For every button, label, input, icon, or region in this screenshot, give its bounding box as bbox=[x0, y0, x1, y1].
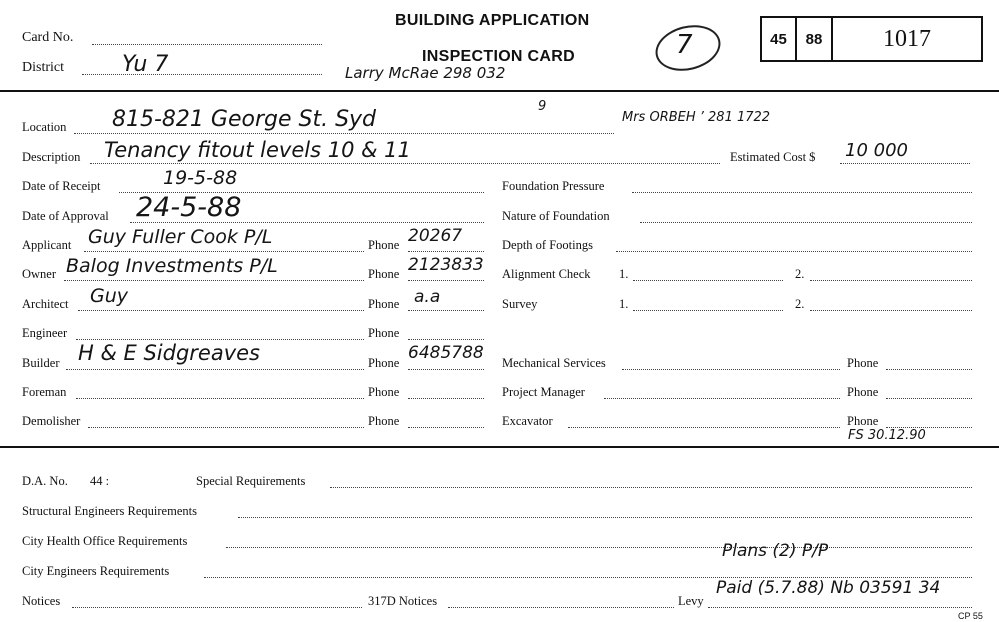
location-extra: 9 bbox=[538, 99, 547, 114]
mechanical-services-line bbox=[622, 369, 840, 370]
nature-foundation-line bbox=[640, 222, 972, 223]
demolisher-line bbox=[88, 427, 364, 428]
foundation-pressure-line bbox=[632, 192, 972, 193]
estimated-cost-value: 10 000 bbox=[845, 140, 908, 161]
date-receipt-label: Date of Receipt bbox=[22, 179, 101, 193]
alignment-check-line2 bbox=[810, 280, 972, 281]
builder-value: H & E Sidgreaves bbox=[78, 341, 260, 365]
applicant-phone-value: 20267 bbox=[408, 226, 463, 246]
middle-rule bbox=[0, 446, 999, 448]
survey-line2 bbox=[810, 310, 972, 311]
structural-line bbox=[238, 517, 972, 518]
alignment-check-line1 bbox=[633, 280, 783, 281]
health-label: City Health Office Requirements bbox=[22, 534, 188, 548]
owner-label: Owner bbox=[22, 267, 57, 281]
demolisher-phone-label: Phone bbox=[368, 414, 400, 428]
estimated-cost-label: Estimated Cost $ bbox=[730, 150, 816, 164]
handwritten-note-top: Larry McRae 298 032 bbox=[345, 64, 506, 82]
architect-value: Guy bbox=[90, 285, 129, 307]
architect-line bbox=[78, 310, 364, 311]
foreman-phone-line bbox=[408, 398, 484, 399]
applicant-phone-label: Phone bbox=[368, 238, 400, 252]
location-line bbox=[74, 133, 614, 134]
handwritten-note-fs: FS 30.12.90 bbox=[848, 428, 926, 443]
nature-foundation-label: Nature of Foundation bbox=[502, 209, 610, 223]
notices-line bbox=[72, 607, 362, 608]
notices-317d-label: 317D Notices bbox=[368, 594, 438, 608]
excavator-phone-label: Phone bbox=[847, 414, 879, 428]
applicant-line bbox=[84, 251, 364, 252]
owner-value: Balog Investments P/L bbox=[66, 255, 278, 277]
date-receipt-value: 19-5-88 bbox=[163, 167, 238, 189]
architect-phone-line bbox=[408, 310, 484, 311]
owner-phone-value: 2123833 bbox=[408, 255, 484, 275]
engineers-note: Plans (2) P/P bbox=[722, 541, 829, 561]
notices-label: Notices bbox=[22, 594, 61, 608]
card-no-label: Card No. bbox=[22, 30, 74, 45]
owner-phone-label: Phone bbox=[368, 267, 400, 281]
card-no-line bbox=[92, 44, 322, 45]
foundation-pressure-label: Foundation Pressure bbox=[502, 179, 605, 193]
special-requirements-line bbox=[330, 487, 972, 488]
form-code: CP 55 bbox=[958, 611, 983, 621]
architect-label: Architect bbox=[22, 297, 69, 311]
engineer-phone-line bbox=[408, 339, 484, 340]
project-manager-phone-line bbox=[886, 398, 972, 399]
card-number: 1017 bbox=[883, 25, 931, 52]
da-no-value: 44 : bbox=[90, 474, 110, 488]
architect-phone-value: a.a bbox=[414, 287, 441, 307]
engineer-phone-label: Phone bbox=[368, 326, 400, 340]
builder-phone-label: Phone bbox=[368, 356, 400, 370]
box-series: 45 bbox=[762, 18, 797, 60]
structural-label: Structural Engineers Requirements bbox=[22, 504, 197, 518]
owner-line bbox=[64, 280, 364, 281]
health-line bbox=[226, 547, 972, 548]
demolisher-phone-line bbox=[408, 427, 484, 428]
notices-317d-line bbox=[448, 607, 674, 608]
description-value: Tenancy fitout levels 10 & 11 bbox=[104, 138, 411, 162]
foreman-line bbox=[76, 398, 364, 399]
levy-note: Paid (5.7.88) Nb 03591 34 bbox=[716, 578, 941, 598]
project-manager-label: Project Manager bbox=[502, 385, 585, 399]
alignment-check-num2: 2. bbox=[795, 267, 805, 281]
date-approval-value: 24-5-88 bbox=[136, 192, 242, 223]
mechanical-services-label: Mechanical Services bbox=[502, 356, 606, 370]
description-label: Description bbox=[22, 150, 81, 164]
foreman-label: Foreman bbox=[22, 385, 67, 399]
title-line2: INSPECTION CARD bbox=[422, 48, 575, 65]
excavator-line bbox=[568, 427, 840, 428]
builder-label: Builder bbox=[22, 356, 60, 370]
builder-line bbox=[66, 369, 364, 370]
builder-phone-line bbox=[408, 369, 484, 370]
project-manager-phone-label: Phone bbox=[847, 385, 879, 399]
survey-num1: 1. bbox=[619, 297, 629, 311]
special-requirements-label: Special Requirements bbox=[196, 474, 306, 488]
title-line1: BUILDING APPLICATION bbox=[395, 12, 590, 29]
applicant-label: Applicant bbox=[22, 238, 72, 252]
estimated-cost-line bbox=[840, 163, 970, 164]
engineer-label: Engineer bbox=[22, 326, 68, 340]
district-value: Yu 7 bbox=[122, 52, 169, 77]
box-year: 88 bbox=[797, 18, 833, 60]
card-number-box bbox=[760, 16, 983, 62]
header-rule bbox=[0, 90, 999, 92]
engineer-line bbox=[76, 339, 364, 340]
description-line bbox=[90, 163, 720, 164]
depth-footings-line bbox=[616, 251, 972, 252]
location-label: Location bbox=[22, 120, 67, 134]
district-line bbox=[82, 74, 322, 75]
alignment-check-num1: 1. bbox=[619, 267, 629, 281]
district-label: District bbox=[22, 60, 64, 75]
city-engineers-label: City Engineers Requirements bbox=[22, 564, 170, 578]
mechanical-phone-line bbox=[886, 369, 972, 370]
demolisher-label: Demolisher bbox=[22, 414, 81, 428]
depth-footings-label: Depth of Footings bbox=[502, 238, 593, 252]
excavator-label: Excavator bbox=[502, 414, 553, 428]
applicant-phone-line bbox=[408, 251, 484, 252]
location-note: Mrs ORBEH ’ 281 1722 bbox=[622, 110, 771, 125]
survey-label: Survey bbox=[502, 297, 538, 311]
mechanical-phone-label: Phone bbox=[847, 356, 879, 370]
survey-num2: 2. bbox=[795, 297, 805, 311]
applicant-value: Guy Fuller Cook P/L bbox=[88, 226, 273, 248]
circled-number: 7 bbox=[676, 30, 693, 60]
architect-phone-label: Phone bbox=[368, 297, 400, 311]
builder-phone-value: 6485788 bbox=[408, 343, 484, 363]
levy-line bbox=[708, 607, 972, 608]
foreman-phone-label: Phone bbox=[368, 385, 400, 399]
survey-line1 bbox=[633, 310, 783, 311]
levy-label: Levy bbox=[678, 594, 704, 608]
da-no-label: D.A. No. bbox=[22, 474, 68, 488]
location-value: 815-821 George St. Syd bbox=[112, 107, 377, 132]
alignment-check-label: Alignment Check bbox=[502, 267, 591, 281]
project-manager-line bbox=[604, 398, 840, 399]
owner-phone-line bbox=[408, 280, 484, 281]
date-approval-label: Date of Approval bbox=[22, 209, 109, 223]
